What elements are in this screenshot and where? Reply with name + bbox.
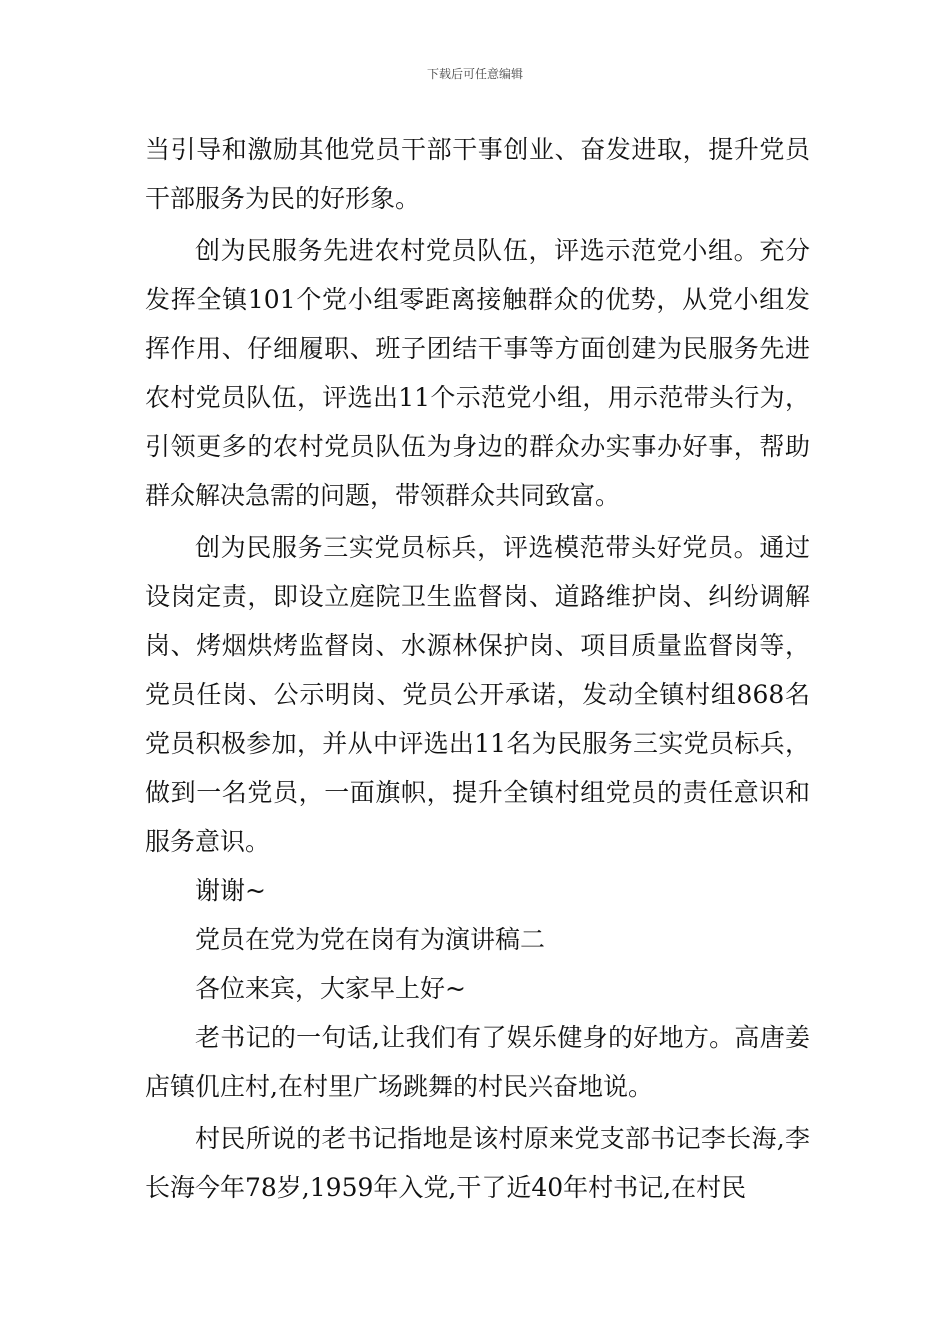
paragraph: 当引导和激励其他党员干部干事创业、奋发进取，提升党员干部服务为民的好形象。 [145,135,810,213]
section-title: 党员在党为党在岗有为演讲稿二 [195,925,546,954]
paragraph: 村民所说的老书记指地是该村原来党支部书记李长海,李长海今年78岁,1959年入党,干了近40年村书记,在村民 [145,1124,810,1202]
paragraph: 谢谢~ [195,876,266,905]
paragraph: 老书记的一句话,让我们有了娱乐健身的好地方。高唐姜店镇仉庄村,在村里广场跳舞的村民兴奋地说。 [145,1023,810,1101]
paragraph: 创为民服务三实党员标兵，评选模范带头好党员。通过设岗定责，即设立庭院卫生监督岗、道路维护岗、纠纷调解岗、烤烟烘烤监督岗、水源林保护岗、项目质量监督岗等，党员任岗、公示明岗、党员公开承诺，发动全镇村组868名党员积极参加，并从中评选出11名为民服务三实党员标兵，做到一名党员，一面旗帜，提升全镇村组党员的责任意识和服务意识。 [145,533,810,856]
page-header: 下载后可任意编辑 [426,67,523,81]
greeting: 各位来宾，大家早上好~ [195,974,466,1003]
paragraph: 创为民服务先进农村党员队伍，评选示范党小组。充分发挥全镇101个党小组零距离接触群众的优势，从党小组发挥作用、仔细履职、班子团结干事等方面创建为民服务先进农村党员队伍，评选出11个示范党小组，用示范带头行为，引领更多的农村党员队伍为身边的群众办实事办好事，帮助群众解决急需的问题，带领群众共同致富。 [145,236,810,510]
document-body [145,125,810,1212]
